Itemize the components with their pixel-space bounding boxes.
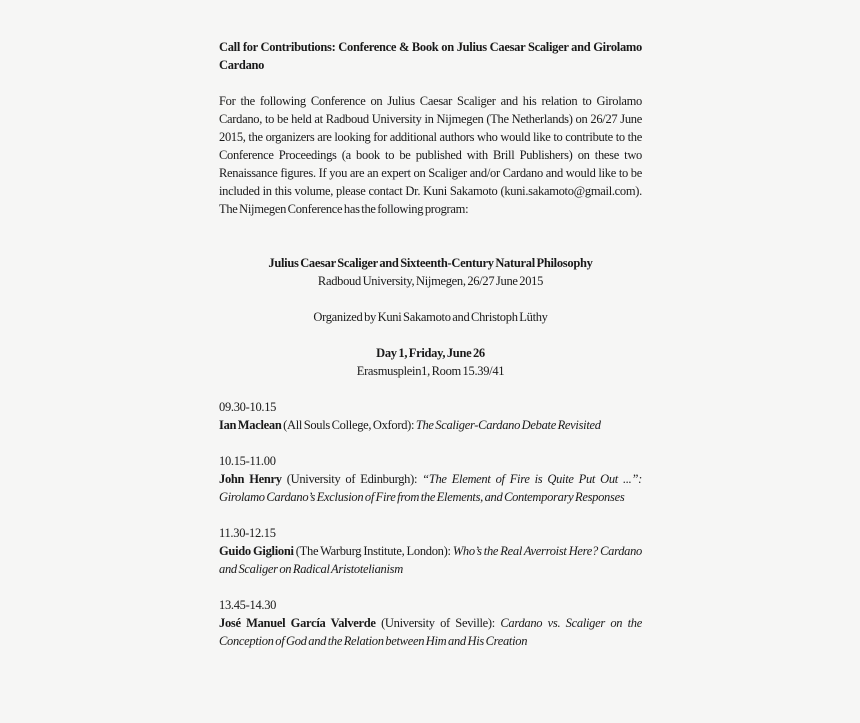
session-title: The Scaliger-Cardano Debate Revisited bbox=[415, 418, 601, 432]
session-entry bbox=[219, 398, 642, 434]
session-entry bbox=[219, 452, 642, 506]
conference-title: Julius Caesar Scaliger and Sixteenth-Century Natural Philosophy bbox=[268, 256, 593, 270]
session-affiliation: (University of Seville): bbox=[375, 616, 501, 630]
day1-header bbox=[219, 344, 642, 380]
session-description bbox=[219, 470, 642, 506]
session-entry bbox=[219, 596, 642, 650]
conference-header bbox=[219, 254, 642, 290]
session-title: Cardano vs. Scaliger on the Conception of God and the Relation between Him and His Creation bbox=[219, 616, 642, 648]
session-time: 09.30-10.15 bbox=[219, 400, 277, 414]
session-speaker: John Henry bbox=[219, 472, 282, 486]
session-affiliation: (The Warburg Institute, London): bbox=[293, 544, 453, 558]
session-time: 13.45-14.30 bbox=[219, 598, 277, 612]
session-affiliation: (All Souls College, Oxford): bbox=[281, 418, 416, 432]
document-column bbox=[219, 38, 642, 668]
session-speaker: José Manuel García Valverde bbox=[219, 616, 376, 630]
session-entry bbox=[219, 524, 642, 578]
session-description bbox=[219, 614, 642, 650]
intro-paragraph: For the following Conference on Julius Caesar Scaliger and his relation to Girolamo Cardano, to be held at Radboud University in Nijmegen (The Netherlands) on 26/27 June 2015, the organizers are looking for additional authors who would like to contribute to the Conference Proceedings (a book to be published with Brill Publishers) on these two Renaissance figures. If you are an expert on Scaliger and/or Cardano and would like to be included in this volume, please contact Dr. Kuni Sakamoto (kuni.sakamoto@gmail.com). The Nijmegen Conference has the following program: bbox=[219, 94, 642, 216]
conference-organizers: Organized by Kuni Sakamoto and Christoph Lüthy bbox=[313, 310, 548, 324]
session-time: 11.30-12.15 bbox=[219, 526, 276, 540]
day1-heading: Day 1, Friday, June 26 bbox=[376, 346, 485, 360]
conference-venue: Radboud University, Nijmegen, 26/27 June 2015 bbox=[317, 274, 544, 288]
session-title: “The Element of Fire is Quite Put Out ...”: Girolamo Cardano’s Exclusion of Fire from the Elements, and Contemporary Responses bbox=[219, 472, 642, 504]
session-description bbox=[219, 542, 642, 578]
day1-location: Erasmusplein1, Room 15.39/41 bbox=[356, 364, 505, 378]
document-title: Call for Contributions: Conference & Book on Julius Caesar Scaliger and Girolamo Cardano bbox=[219, 40, 642, 72]
session-description bbox=[219, 416, 642, 434]
session-time: 10.15-11.00 bbox=[219, 454, 276, 468]
session-title: Who’s the Real Averroist Here? Cardano and Scaliger on Radical Aristotelianism bbox=[219, 544, 642, 576]
session-speaker: Guido Giglioni bbox=[219, 544, 294, 558]
session-affiliation: (University of Edinburgh): bbox=[281, 472, 423, 486]
session-speaker: Ian Maclean bbox=[219, 418, 282, 432]
